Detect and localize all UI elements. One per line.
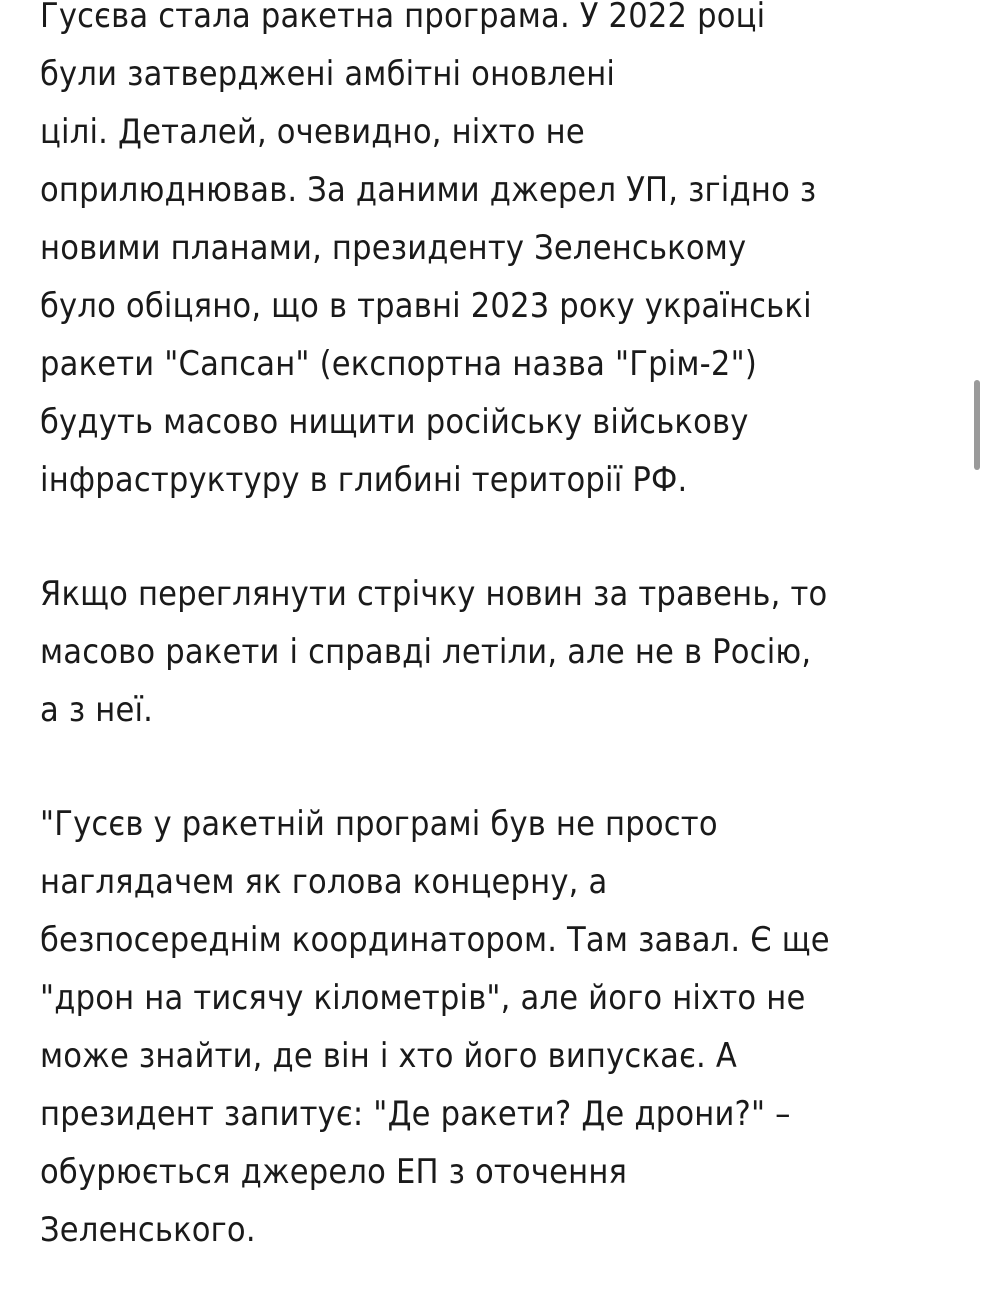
- text-line: Зеленського.: [40, 1210, 256, 1250]
- text-line: цілі. Деталей, очевидно, ніхто не: [40, 112, 585, 152]
- text-line: оприлюднював. За даними джерел УП, згідно з: [40, 170, 817, 210]
- text-line: Якщо переглянути стрічку новин за травень, то: [40, 574, 828, 614]
- text-line: а з неї.: [40, 690, 154, 730]
- text-line: Гусєва стала ракетна програма. У 2022 році: [40, 0, 766, 36]
- text-line: обурюється джерело ЕП з оточення: [40, 1152, 628, 1192]
- paragraph-rocket-program: [40, 0, 960, 509]
- article-body: [40, 0, 960, 1315]
- vertical-scrollbar[interactable]: [974, 380, 980, 470]
- text-line: будуть масово нищити російську військову: [40, 402, 749, 442]
- text-line: безпосереднім координатором. Там завал. Є ще: [40, 920, 830, 960]
- text-line: були затверджені амбітні оновлені: [40, 54, 616, 94]
- text-line: може знайти, де він і хто його випускає. А: [40, 1036, 737, 1076]
- text-line: наглядачем як голова концерну, а: [40, 862, 608, 902]
- paragraph-quote: [40, 795, 960, 1259]
- text-line: новими планами, президенту Зеленському: [40, 228, 747, 268]
- text-line: "Гусєв у ракетній програмі був не просто: [40, 804, 718, 844]
- text-line: масово ракети і справді летіли, але не в Росію,: [40, 632, 812, 672]
- text-line: інфраструктуру в глибині території РФ.: [40, 460, 688, 500]
- text-line: президент запитує: "Де ракети? Де дрони?" –: [40, 1094, 791, 1134]
- text-line: "дрон на тисячу кілометрів", але його ніхто не: [40, 978, 806, 1018]
- paragraph-news-feed: [40, 565, 960, 739]
- text-line: ракети "Сапсан" (експортна назва "Грім-2"): [40, 344, 757, 384]
- text-line: було обіцяно, що в травні 2023 року українські: [40, 286, 812, 326]
